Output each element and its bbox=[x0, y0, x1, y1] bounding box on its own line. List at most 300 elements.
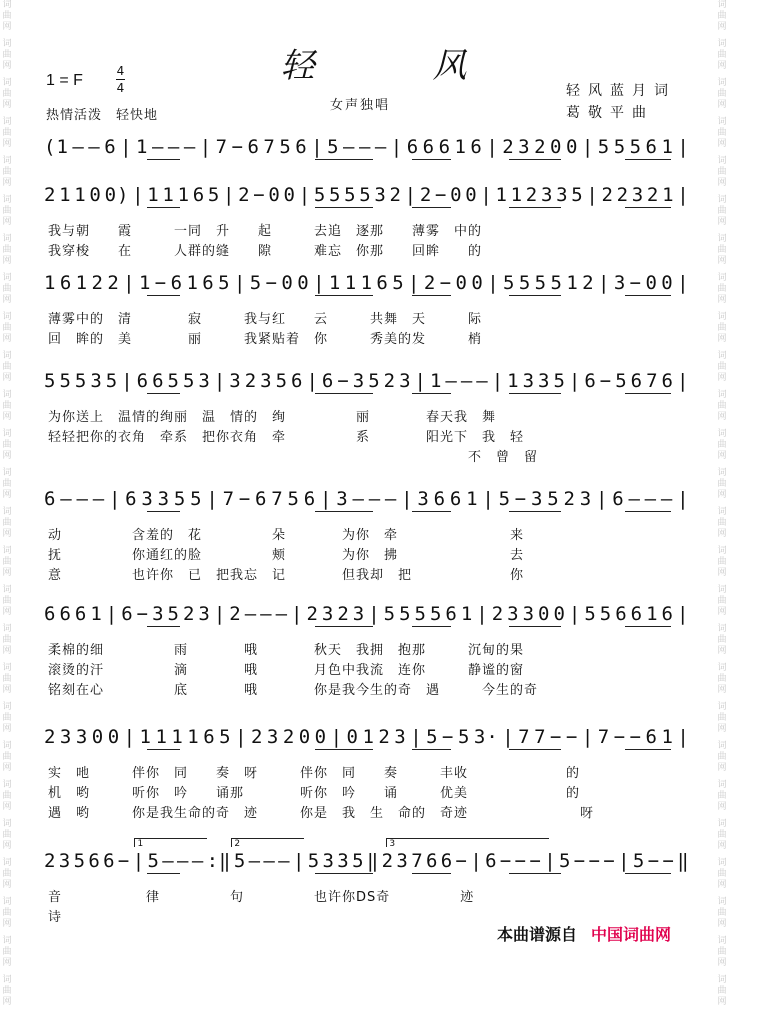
barline: | bbox=[213, 370, 227, 392]
note: 6 bbox=[104, 136, 117, 158]
note: 1 bbox=[646, 603, 659, 625]
barline: | bbox=[677, 184, 690, 206]
barline: | bbox=[487, 272, 500, 294]
note: 1 bbox=[661, 136, 674, 158]
note: 5 bbox=[426, 726, 439, 748]
barline: | bbox=[476, 603, 489, 625]
beam-line bbox=[315, 159, 373, 160]
watermark-glyph: 曲 bbox=[717, 206, 727, 216]
note: 2 bbox=[491, 603, 505, 625]
barline: | bbox=[677, 726, 690, 748]
note: 3 bbox=[540, 184, 554, 206]
lyricist-credit: 轻风蓝月词 bbox=[566, 83, 676, 99]
watermark-glyph: 词 bbox=[2, 156, 12, 166]
note: 3 bbox=[266, 726, 280, 748]
barline: | bbox=[480, 184, 493, 206]
note: 1 bbox=[162, 184, 175, 206]
beam-line bbox=[412, 511, 451, 512]
watermark-glyph: 曲 bbox=[2, 50, 12, 60]
beam-line bbox=[412, 626, 451, 627]
time-signature-bottom: 4 bbox=[116, 81, 125, 95]
time-signature bbox=[116, 64, 125, 95]
note: — bbox=[263, 850, 276, 872]
barline: | bbox=[222, 184, 236, 206]
watermark-glyph: 网 bbox=[2, 880, 12, 890]
barline: | bbox=[595, 488, 609, 510]
watermark-glyph: 曲 bbox=[717, 830, 727, 840]
note: 2 bbox=[250, 726, 264, 748]
barline: | bbox=[306, 370, 319, 392]
note: — bbox=[628, 488, 641, 510]
lyric-line: 铭刻在心 底 哦 你是我今生的奇 遇 今生的奇 bbox=[48, 683, 539, 698]
watermark-glyph: 词 bbox=[717, 117, 727, 127]
watermark-glyph: 曲 bbox=[717, 635, 727, 645]
note: 1 bbox=[44, 272, 57, 294]
barline: | bbox=[120, 136, 133, 158]
note: 5 bbox=[457, 726, 471, 748]
score-system bbox=[44, 839, 690, 925]
note: — bbox=[445, 370, 458, 392]
watermark-glyph: 网 bbox=[2, 763, 12, 773]
watermark-glyph: 词 bbox=[717, 312, 727, 322]
lyric-line: 不 曾 留 bbox=[48, 450, 539, 465]
note: 3 bbox=[152, 603, 165, 625]
barline: | bbox=[408, 272, 421, 294]
watermark-glyph: 曲 bbox=[717, 128, 727, 138]
note: − bbox=[231, 136, 245, 158]
note: 2 bbox=[563, 488, 576, 510]
watermark-glyph: 曲 bbox=[717, 908, 727, 918]
note: 3 bbox=[399, 370, 412, 392]
note: − bbox=[442, 726, 455, 748]
note: — bbox=[260, 603, 273, 625]
note: − bbox=[434, 184, 448, 206]
watermark-glyph: 词 bbox=[717, 624, 727, 634]
watermark-glyph: 网 bbox=[717, 295, 727, 305]
note: 5 bbox=[553, 370, 566, 392]
note: 6 bbox=[136, 370, 150, 392]
song-title: 轻 风 bbox=[280, 46, 509, 86]
note: 6 bbox=[295, 136, 308, 158]
note: — bbox=[76, 488, 89, 510]
note: 6 bbox=[376, 272, 389, 294]
note: 5 bbox=[74, 370, 88, 392]
lyric-line: 柔棉的细 雨 哦 秋天 我拥 抱那 沉甸的果 bbox=[48, 643, 525, 658]
note: 5 bbox=[498, 488, 512, 510]
note: 1 bbox=[136, 136, 149, 158]
note: 5 bbox=[59, 370, 72, 392]
watermark-glyph: 词 bbox=[717, 897, 727, 907]
watermark-glyph: 词 bbox=[2, 312, 12, 322]
note: 6 bbox=[612, 488, 625, 510]
barline: | bbox=[544, 850, 557, 872]
watermark-glyph: 网 bbox=[2, 178, 12, 188]
notation-line bbox=[44, 136, 690, 158]
barline: | bbox=[235, 726, 248, 748]
watermark-glyph: 曲 bbox=[2, 11, 12, 21]
note: 6 bbox=[192, 184, 206, 206]
note: 2 bbox=[525, 184, 539, 206]
note: 1 bbox=[662, 184, 675, 206]
note: — bbox=[72, 136, 85, 158]
note: 0 bbox=[465, 184, 478, 206]
note: 7 bbox=[263, 136, 276, 158]
barline: | bbox=[586, 184, 599, 206]
watermark-glyph: 网 bbox=[2, 295, 12, 305]
barline: | bbox=[105, 603, 119, 625]
watermark-glyph: 网 bbox=[717, 607, 727, 617]
watermark-glyph: 词 bbox=[717, 0, 727, 10]
note: — bbox=[167, 136, 181, 158]
watermark-glyph: 曲 bbox=[717, 947, 727, 957]
note: 2 bbox=[534, 136, 547, 158]
barline: | bbox=[502, 726, 515, 748]
watermark-glyph: 词 bbox=[2, 117, 12, 127]
note: 3 bbox=[507, 603, 520, 625]
beam-line bbox=[625, 207, 670, 208]
note: 1 bbox=[344, 272, 358, 294]
watermark-glyph: 词 bbox=[717, 663, 727, 673]
watermark-glyph: 曲 bbox=[717, 362, 727, 372]
watermark-glyph: 网 bbox=[2, 568, 12, 578]
note: − bbox=[599, 370, 613, 392]
note: 3 bbox=[631, 184, 645, 206]
note: 5 bbox=[207, 184, 221, 206]
barline: | bbox=[482, 488, 495, 510]
watermark-glyph: 网 bbox=[717, 529, 727, 539]
beam-line bbox=[315, 295, 373, 296]
watermark-glyph: 曲 bbox=[2, 167, 12, 177]
note: 6 bbox=[645, 726, 658, 748]
note: − bbox=[662, 850, 675, 872]
watermark-glyph: 词 bbox=[717, 195, 727, 205]
note: 1 bbox=[566, 272, 579, 294]
note: 5 bbox=[73, 850, 87, 872]
beam-line bbox=[509, 511, 561, 512]
note: — bbox=[162, 850, 175, 872]
note: 5 bbox=[287, 488, 300, 510]
note: 2 bbox=[229, 603, 242, 625]
watermark-glyph: 曲 bbox=[2, 128, 12, 138]
note: 2 bbox=[244, 370, 258, 392]
watermark-glyph: 曲 bbox=[717, 401, 727, 411]
watermark-glyph: 词 bbox=[2, 39, 12, 49]
beam-line bbox=[147, 511, 179, 512]
watermark-glyph: 网 bbox=[2, 334, 12, 344]
note: − bbox=[629, 726, 643, 748]
watermark-glyph: 词 bbox=[2, 780, 12, 790]
note: — bbox=[352, 488, 365, 510]
watermark-glyph: 词 bbox=[2, 429, 12, 439]
watermark-glyph: 网 bbox=[717, 958, 727, 968]
note: 5 bbox=[167, 603, 180, 625]
beam-line bbox=[625, 626, 670, 627]
note: 6 bbox=[433, 488, 447, 510]
note: — bbox=[374, 136, 388, 158]
note: 5 bbox=[571, 184, 584, 206]
note: 5 bbox=[392, 272, 405, 294]
notation-line bbox=[44, 488, 690, 510]
watermark-glyph: 词 bbox=[2, 936, 12, 946]
beam-line bbox=[412, 159, 451, 160]
note: 7 bbox=[411, 850, 424, 872]
note: — bbox=[92, 488, 106, 510]
watermark-glyph: 曲 bbox=[2, 986, 12, 996]
note: 7 bbox=[215, 136, 229, 158]
watermark-glyph: 词 bbox=[2, 78, 12, 88]
note: 1 bbox=[507, 370, 520, 392]
watermark-glyph: 曲 bbox=[717, 674, 727, 684]
note: 1 bbox=[495, 184, 508, 206]
note: 5 bbox=[615, 370, 628, 392]
barline: | bbox=[123, 272, 136, 294]
note: − bbox=[117, 850, 131, 872]
note: 3 bbox=[352, 603, 366, 625]
watermark-glyph: 网 bbox=[2, 139, 12, 149]
lyric-line: 音 律 句 也许你DS奇 迹 bbox=[48, 890, 475, 905]
lyric-line: 薄雾中的 清 寂 我与红 云 共舞 天 际 bbox=[48, 312, 483, 327]
note: 0 bbox=[283, 184, 296, 206]
note: 3 bbox=[321, 603, 335, 625]
watermark-glyph: 网 bbox=[717, 685, 727, 695]
barline: | bbox=[132, 850, 146, 872]
source-label: 本曲谱源自 bbox=[497, 925, 578, 944]
note: 3 bbox=[157, 488, 171, 510]
beam-line bbox=[147, 873, 179, 874]
watermark-glyph: 曲 bbox=[2, 440, 12, 450]
note: 2 bbox=[182, 603, 196, 625]
watermark-glyph: 网 bbox=[2, 217, 12, 227]
note: 0 bbox=[553, 603, 566, 625]
score-system bbox=[44, 595, 690, 698]
lyric-line: 我穿梭 在 人群的缝 隙 难忘 你那 回眸 的 bbox=[48, 244, 483, 259]
note: 3 bbox=[58, 850, 72, 872]
note: 6 bbox=[445, 603, 458, 625]
note: 2 bbox=[582, 272, 595, 294]
watermark-glyph: 词 bbox=[2, 819, 12, 829]
watermark-glyph: 曲 bbox=[2, 362, 12, 372]
watermark-glyph: 曲 bbox=[2, 245, 12, 255]
note: − bbox=[565, 726, 579, 748]
watermark-glyph: 网 bbox=[717, 139, 727, 149]
note: 2 bbox=[502, 136, 515, 158]
beam-line bbox=[412, 393, 451, 394]
note: 5 bbox=[219, 726, 232, 748]
barline: | bbox=[676, 603, 690, 625]
watermark-glyph: 词 bbox=[2, 273, 12, 283]
watermark-glyph: 曲 bbox=[2, 830, 12, 840]
note: 6 bbox=[125, 488, 138, 510]
watermark-glyph: 网 bbox=[2, 490, 12, 500]
note: 1 bbox=[155, 726, 168, 748]
beam-line bbox=[509, 749, 561, 750]
watermark-glyph: 词 bbox=[717, 741, 727, 751]
watermark-glyph: 曲 bbox=[2, 518, 12, 528]
watermark-glyph: 网 bbox=[717, 334, 727, 344]
watermark-glyph: 词 bbox=[717, 468, 727, 478]
beam-line bbox=[147, 749, 179, 750]
barline: | bbox=[298, 184, 312, 206]
watermark-left bbox=[0, 0, 14, 1007]
note: 1 bbox=[171, 726, 184, 748]
barline: :‖ bbox=[206, 850, 232, 872]
note: 0 bbox=[314, 726, 328, 748]
lyric-line: 机 哟 听你 吟 诵那 听你 吟 诵 优美 的 bbox=[48, 786, 581, 801]
watermark-glyph: 曲 bbox=[717, 557, 727, 567]
beam-line bbox=[509, 207, 561, 208]
note: 6 bbox=[59, 272, 73, 294]
watermark-glyph: 曲 bbox=[2, 791, 12, 801]
note: — bbox=[460, 370, 474, 392]
beam-line bbox=[412, 207, 451, 208]
watermark-glyph: 曲 bbox=[717, 11, 727, 21]
note: 5 bbox=[584, 603, 597, 625]
tempo-marking: 热情活泼 轻快地 bbox=[46, 108, 159, 123]
watermark-glyph: 曲 bbox=[717, 167, 727, 177]
note: 5 bbox=[275, 370, 289, 392]
note: 6 bbox=[88, 850, 101, 872]
watermark-glyph: 网 bbox=[2, 373, 12, 383]
watermark-glyph: 曲 bbox=[2, 596, 12, 606]
barline: | bbox=[311, 136, 324, 158]
note: 1 bbox=[360, 272, 374, 294]
volta-bracket: 1 bbox=[134, 838, 207, 847]
note: 3 bbox=[90, 370, 103, 392]
watermark-glyph: 词 bbox=[2, 975, 12, 985]
note: 3 bbox=[260, 370, 273, 392]
note: − bbox=[154, 272, 168, 294]
barline: | bbox=[292, 850, 306, 872]
watermark-glyph: 网 bbox=[2, 724, 12, 734]
score-system bbox=[44, 362, 690, 465]
note: 1 bbox=[187, 726, 200, 748]
note: 2 bbox=[601, 184, 614, 206]
note: 3 bbox=[522, 370, 536, 392]
note: 0 bbox=[450, 184, 463, 206]
watermark-glyph: 网 bbox=[717, 100, 727, 110]
watermark-glyph: 网 bbox=[717, 724, 727, 734]
note: − bbox=[613, 726, 627, 748]
watermark-glyph: 网 bbox=[717, 178, 727, 188]
note: (1 bbox=[44, 136, 69, 158]
barline: | bbox=[677, 272, 690, 294]
watermark-glyph: 网 bbox=[717, 997, 727, 1007]
watermark-glyph: 网 bbox=[2, 451, 12, 461]
beam-line bbox=[147, 295, 179, 296]
note: 7 bbox=[597, 726, 611, 748]
watermark-glyph: 网 bbox=[2, 607, 12, 617]
watermark-glyph: 词 bbox=[717, 351, 727, 361]
watermark-glyph: 词 bbox=[717, 234, 727, 244]
barline: | bbox=[233, 272, 247, 294]
note: 0 bbox=[550, 136, 563, 158]
note: 5 bbox=[249, 272, 263, 294]
barline: | bbox=[568, 603, 582, 625]
note: 1 bbox=[59, 184, 72, 206]
watermark-glyph: 曲 bbox=[2, 869, 12, 879]
note: 0 bbox=[297, 272, 310, 294]
watermark-glyph: 词 bbox=[2, 702, 12, 712]
watermark-glyph: 网 bbox=[2, 256, 12, 266]
barline: | bbox=[470, 850, 483, 872]
note: 5 bbox=[629, 136, 643, 158]
note: 0 bbox=[91, 726, 105, 748]
lyric-line: 遇 哟 你是我生命的奇 迹 你是 我 生 命的 奇迹 呀 bbox=[48, 806, 595, 821]
note: 3 bbox=[538, 370, 551, 392]
barline: | bbox=[121, 370, 134, 392]
watermark-glyph: 网 bbox=[2, 529, 12, 539]
note: 0 bbox=[538, 603, 551, 625]
note: 0 bbox=[281, 272, 294, 294]
note: 6 bbox=[291, 370, 304, 392]
watermark-glyph: 网 bbox=[717, 373, 727, 383]
note: 2 bbox=[616, 184, 630, 206]
barline: ‖ bbox=[366, 850, 380, 872]
note: 2 bbox=[423, 272, 437, 294]
watermark-glyph: 词 bbox=[2, 0, 12, 10]
watermark-right bbox=[715, 0, 729, 1007]
beam-line bbox=[625, 873, 670, 874]
note: 1 bbox=[75, 272, 89, 294]
watermark-glyph: 词 bbox=[2, 741, 12, 751]
note: 3 bbox=[556, 184, 569, 206]
watermark-glyph: 曲 bbox=[2, 674, 12, 684]
watermark-glyph: 网 bbox=[2, 802, 12, 812]
note: 1 bbox=[466, 488, 479, 510]
watermark-glyph: 曲 bbox=[2, 947, 12, 957]
note: 0 bbox=[565, 136, 579, 158]
note: 1 bbox=[661, 726, 674, 748]
note: 5 bbox=[399, 603, 412, 625]
note: — bbox=[177, 850, 190, 872]
note: 6 bbox=[422, 136, 436, 158]
note: 5 bbox=[313, 184, 327, 206]
watermark-glyph: 网 bbox=[717, 412, 727, 422]
beam-line bbox=[315, 511, 373, 512]
note: − bbox=[514, 488, 528, 510]
note: — bbox=[248, 850, 262, 872]
watermark-glyph: 曲 bbox=[717, 245, 727, 255]
beam-line bbox=[315, 626, 373, 627]
watermark-glyph: 词 bbox=[2, 897, 12, 907]
note: 6 bbox=[203, 726, 216, 748]
note: − bbox=[514, 850, 528, 872]
note: 6 bbox=[661, 603, 674, 625]
watermark-glyph: 网 bbox=[717, 61, 727, 71]
beam-line bbox=[147, 626, 179, 627]
note: — bbox=[358, 136, 372, 158]
watermark-glyph: 曲 bbox=[2, 89, 12, 99]
note: 6 bbox=[255, 488, 268, 510]
watermark-glyph: 词 bbox=[717, 156, 727, 166]
note: 6 bbox=[440, 850, 454, 872]
note: 6 bbox=[645, 136, 658, 158]
note: 3 bbox=[417, 488, 430, 510]
note: − bbox=[588, 850, 602, 872]
note: 5 bbox=[414, 603, 427, 625]
beam-line bbox=[625, 159, 670, 160]
barline: | bbox=[676, 370, 690, 392]
watermark-glyph: 词 bbox=[717, 936, 727, 946]
note: 6 bbox=[661, 370, 674, 392]
barline: | bbox=[319, 488, 333, 510]
watermark-glyph: 曲 bbox=[717, 791, 727, 801]
note: 2 bbox=[44, 726, 57, 748]
watermark-glyph: 词 bbox=[717, 390, 727, 400]
note: 5 bbox=[147, 850, 160, 872]
note: 7 bbox=[271, 488, 284, 510]
note: 0 bbox=[89, 184, 102, 206]
